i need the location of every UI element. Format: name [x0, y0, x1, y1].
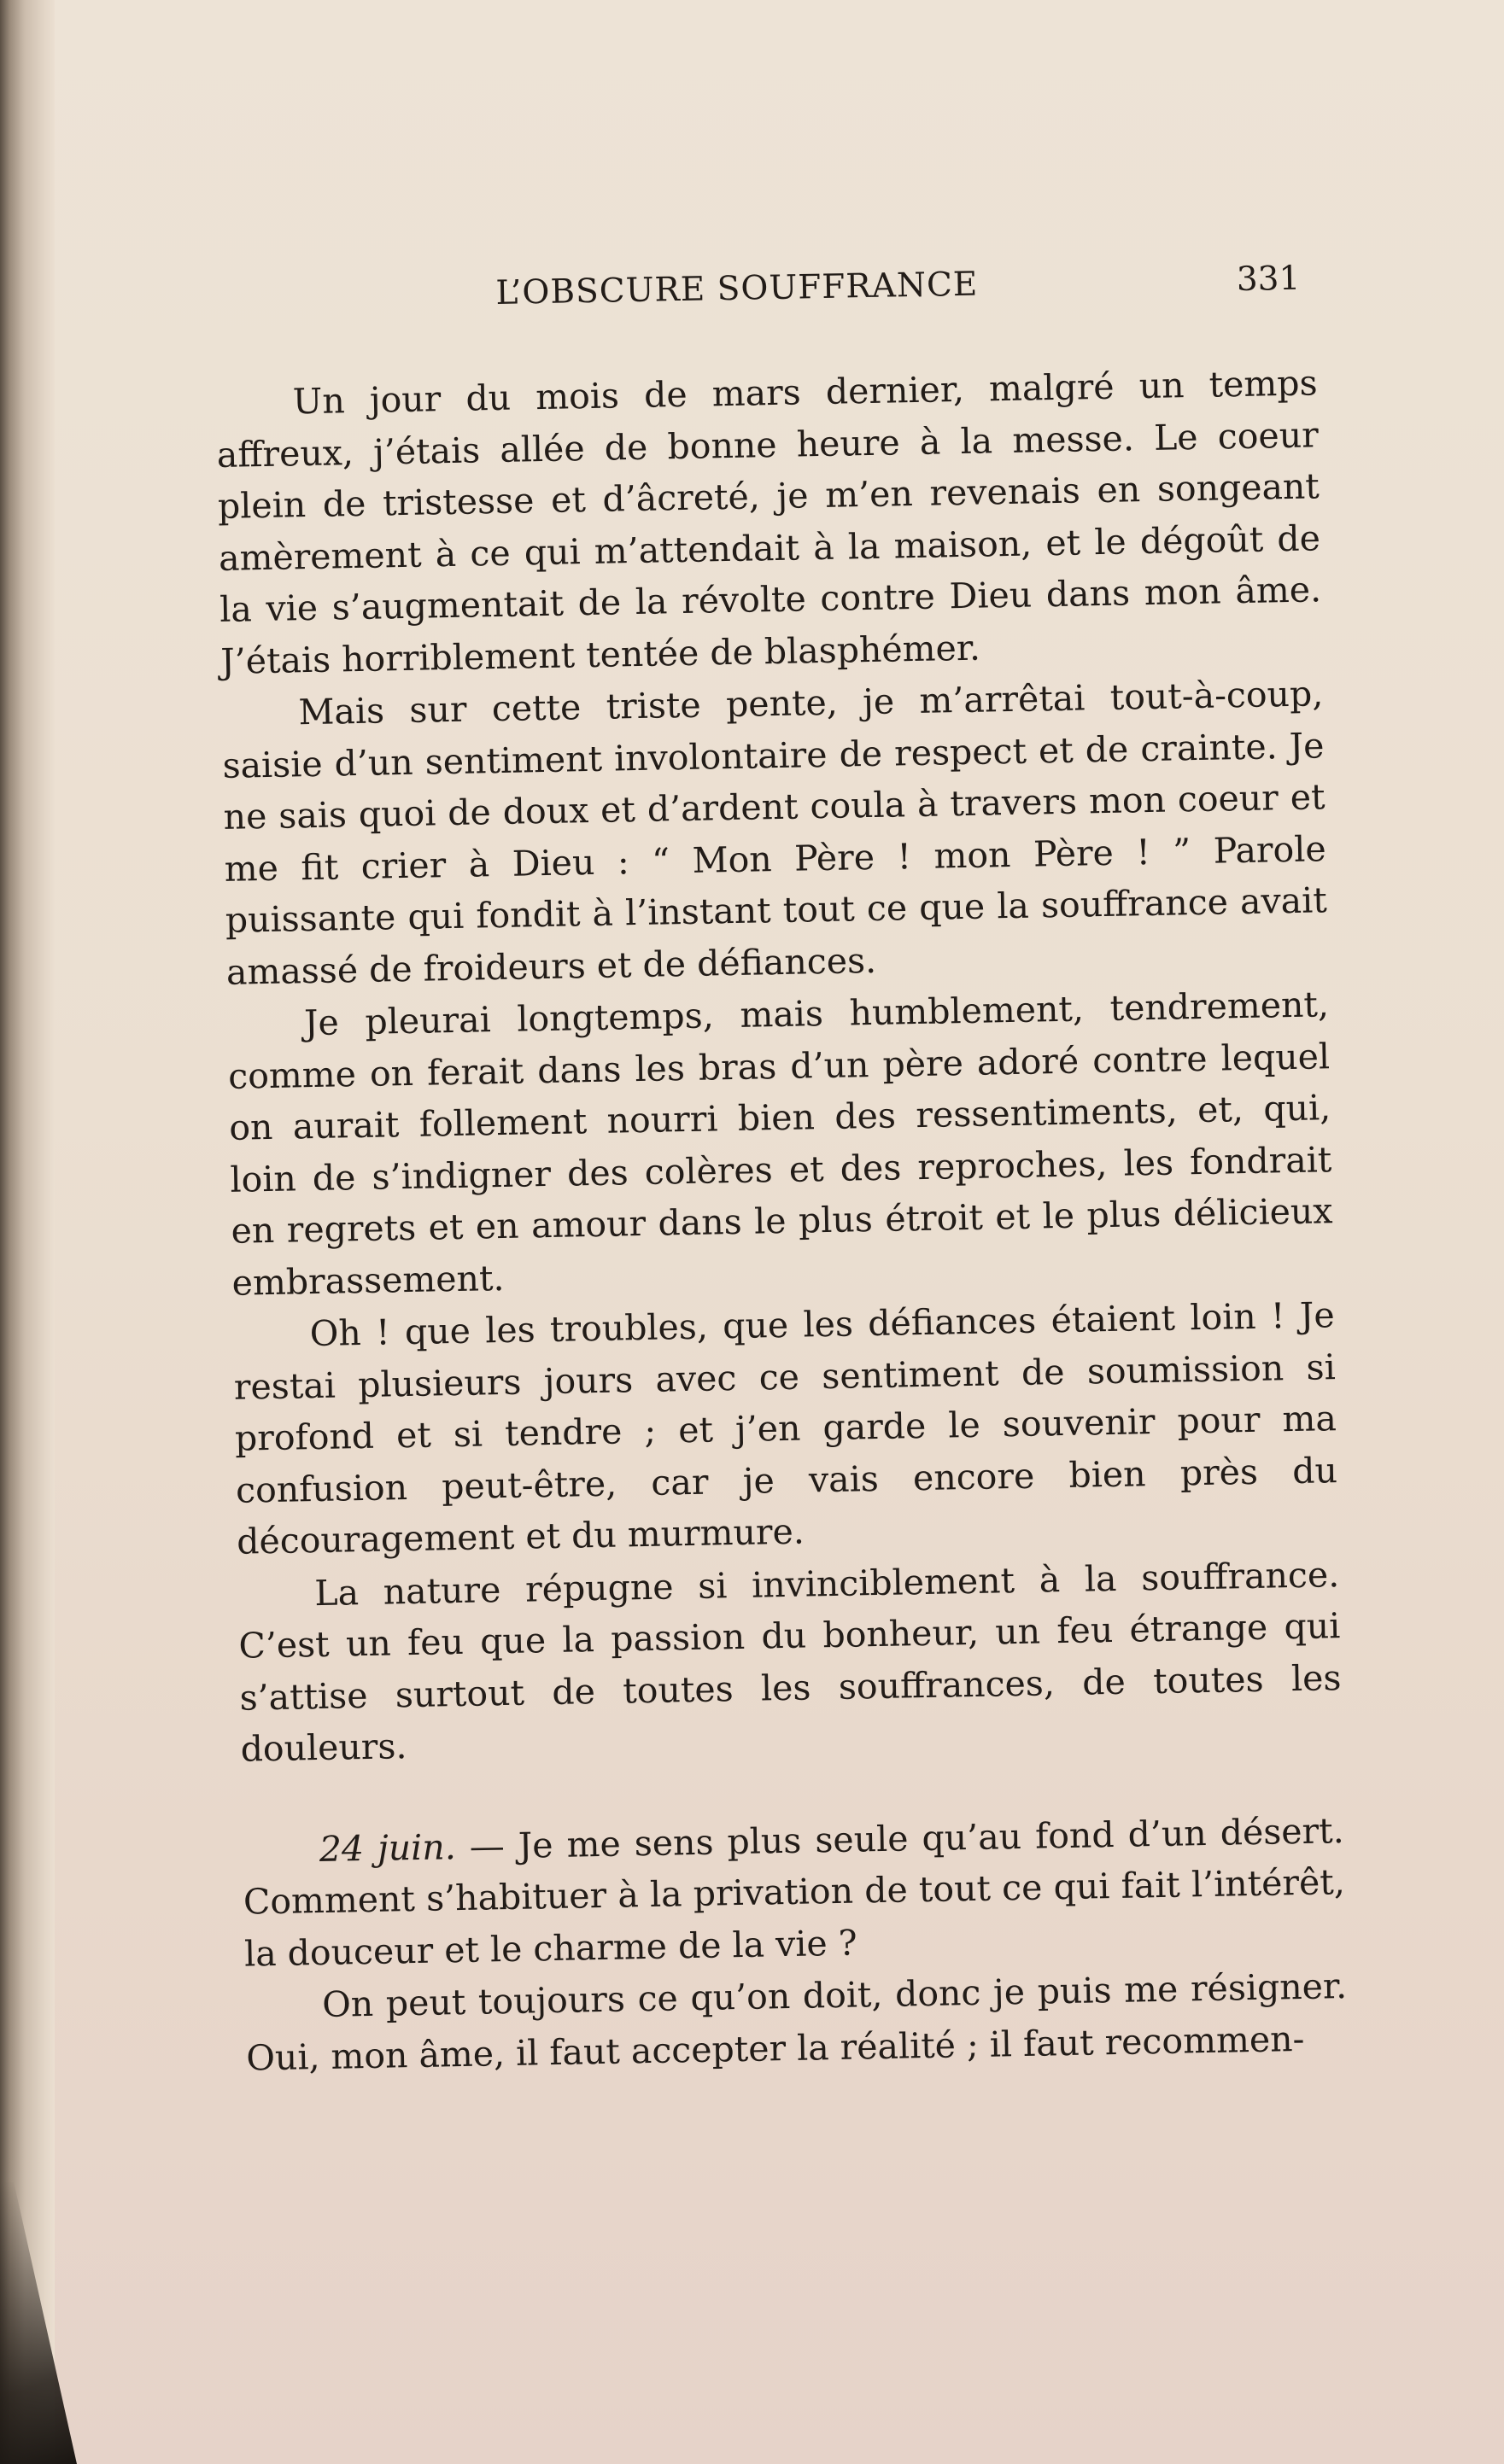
paragraph-3: Je pleurai longtemps, mais humblement, tendrement, comme on ferait dans les bras d’un père adoré contre lequel on aurait follement nourri bien des ressentiments, et, qui, loin de s’indigner des colères et des reproches, les fondrait en regrets et en amour dans le plus étroit et le plus délicieux embrassement. — [227, 984, 1333, 1304]
entry-date: 24 juin. — [319, 1825, 457, 1870]
diary-entry — [242, 1805, 1346, 1980]
paragraph-1: Un jour du mois de mars dernier, malgré un temps affreux, j’étais allée de bonne heure à la messe. Le coeur plein de tristesse et d’âcreté, je m’en revenais en songeant amèrement à ce qui m’attendait à la maison, et le dégoût de la vie s’augmentait de la révolte contre Dieu dans mon âme. J’étais horriblement tentée de blasphémer. — [216, 362, 1322, 682]
entry-text: — Je me sens plus seule qu’au fond d’un désert. Comment s’habituer à la privation de tout ce qui fait l’intérêt, la douceur et le charme de la vie ? — [243, 1809, 1346, 1975]
running-title: L’OBSCURE SOUFFRANCE — [495, 265, 979, 312]
book-gutter — [0, 0, 55, 2464]
page-number: 331 — [1236, 259, 1301, 300]
paragraph-5: La nature répugne si invinciblement à la souffrance. C’est un feu que la passion du bonheur, un feu étrange qui s’attise surtout de toutes les souffrances, de toutes les douleurs. — [238, 1553, 1342, 1770]
page-text-block — [214, 253, 1349, 2084]
paragraph-4: Oh ! que les troubles, que les défiances étaient loin ! Je restai plusieurs jours avec ce sentiment de soumission si profond et si tendre ; et j’en garde le souvenir pour ma confusion peut-être, car je vais encore bien près du découragement et du murmure. — [233, 1294, 1338, 1562]
page-header — [214, 253, 1316, 324]
paragraph-2: Mais sur cette triste pente, je m’arrêtai tout-à-coup, saisie d’un sentiment involontaire de respect et de crainte. Je ne sais quoi de doux et d’ardent coula à travers mon coeur et me fit crier à Dieu : “ Mon Père ! mon Père ! ” Parole puissante qui fondit à l’instant tout ce que la souffrance avait amassé de froideurs et de défiances. — [222, 673, 1328, 993]
paragraph-last: On peut toujours ce qu’on doit, donc je puis me résigner. Oui, mon âme, il faut accepter la réalité ; il faut recommen- — [245, 1965, 1348, 2079]
